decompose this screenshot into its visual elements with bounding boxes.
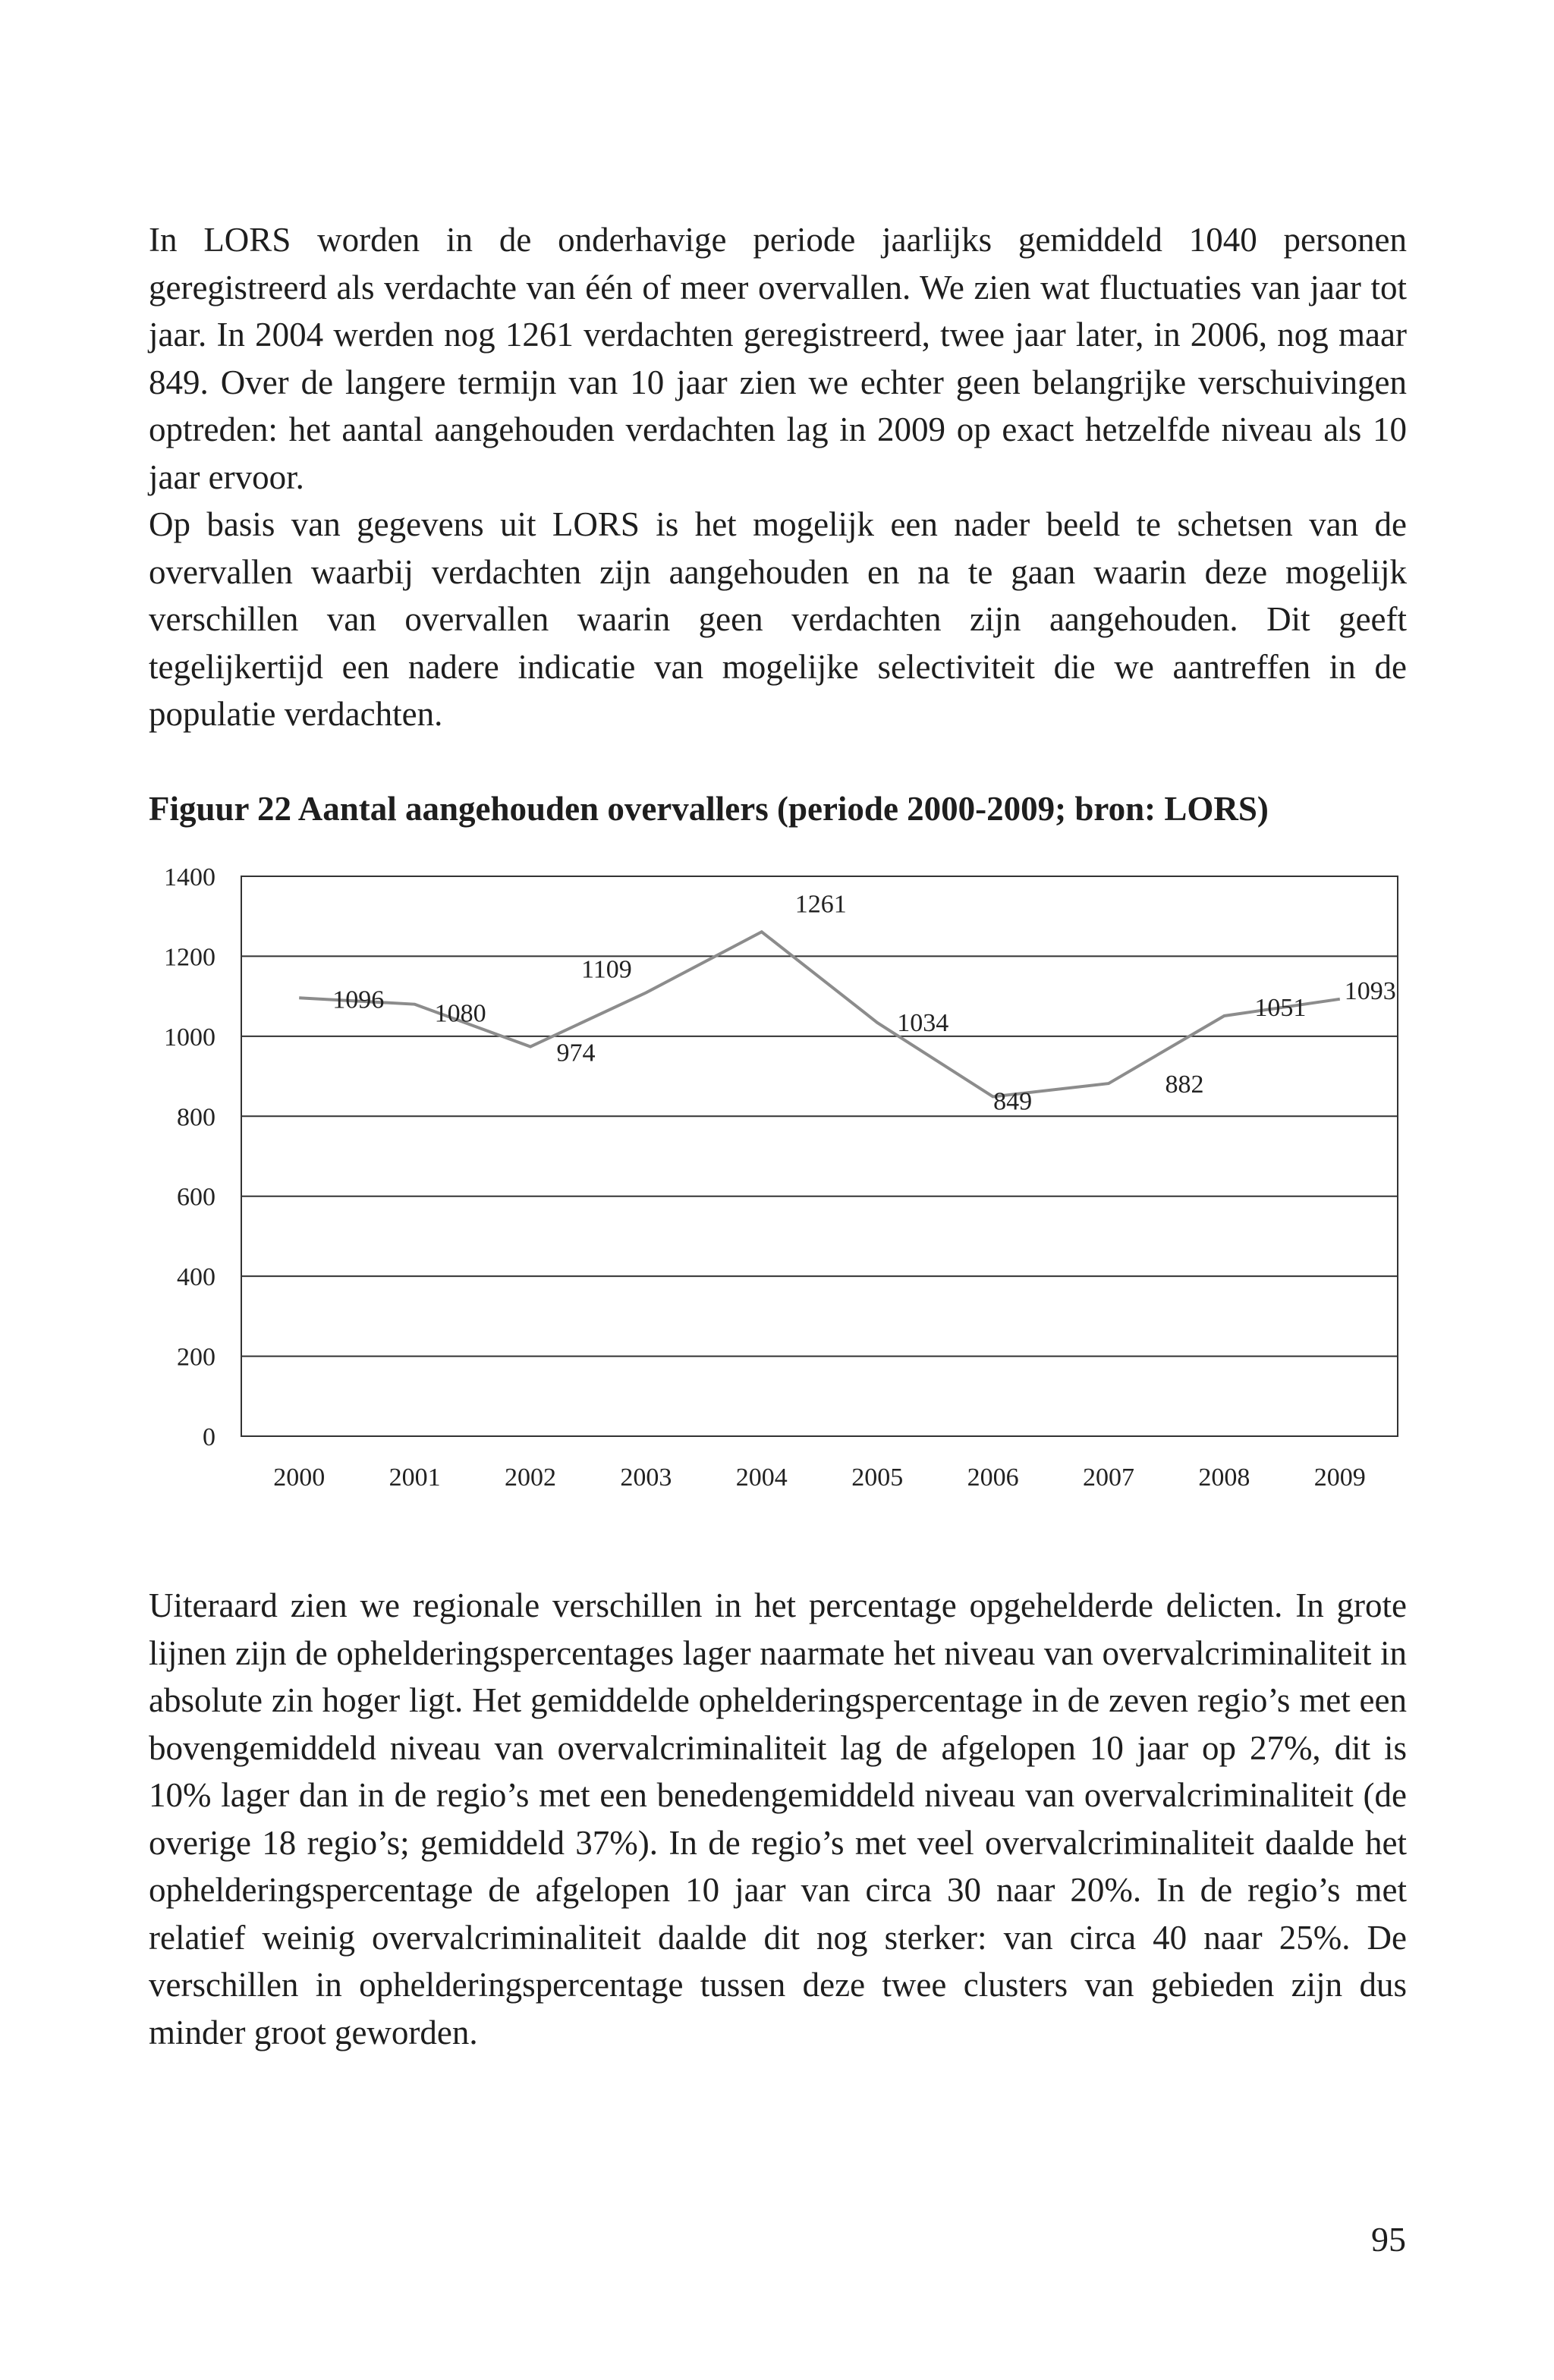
x-tick-label: 2001 [388, 1464, 441, 1492]
x-tick-label: 2003 [620, 1464, 672, 1492]
plot-frame [241, 876, 1398, 1436]
data-label: 974 [556, 1039, 596, 1067]
x-tick-label: 2005 [851, 1464, 904, 1492]
y-tick-label: 1200 [164, 943, 215, 972]
y-tick-label: 800 [177, 1103, 215, 1132]
y-tick-label: 200 [177, 1343, 215, 1372]
y-tick-label: 1400 [164, 863, 215, 891]
data-label: 1051 [1254, 993, 1307, 1022]
data-label: 1096 [332, 986, 385, 1014]
x-tick-label: 2009 [1313, 1464, 1366, 1492]
y-tick-label: 400 [177, 1263, 215, 1292]
x-tick-label: 2006 [967, 1464, 1019, 1492]
x-tick-label: 2007 [1083, 1464, 1134, 1492]
data-label: 1034 [897, 1008, 949, 1037]
data-label: 1109 [581, 955, 632, 984]
y-tick-label: 600 [177, 1183, 215, 1212]
data-label: 849 [993, 1087, 1033, 1116]
y-tick-label: 1000 [164, 1023, 215, 1052]
data-label: 1093 [1344, 976, 1396, 1005]
body-paragraph-3: Uiteraard zien we regionale verschillen in het percentage opgehelderde delicten. In grote lijnen zijn de ophelderingspercentages lager naarmate het niveau van overvalcriminaliteit in absolute zin hoger ligt. Het gemiddelde ophelderingspercentage in de zeven regio’s met een bovengemiddeld niveau van overvalcriminaliteit lag de afgelopen 10 jaar op 27%, dit is 10% lager dan in de regio’s met een benedengemiddeld niveau van overvalcriminaliteit (de overige 18 regio’s; gemiddeld 37%). In de regio’s met veel overvalcriminaliteit daalde het ophelderingspercentage de afgelopen 10 jaar van circa 30 naar 20%. In de regio’s met relatief weinig overvalcriminaliteit daalde dit nog sterker: van circa 40 naar 25%. De verschillen in ophelderingspercentage tussen deze twee clusters van gebieden zijn dus minder groot geworden. [149, 1586, 1407, 2051]
y-tick-label: 0 [203, 1423, 215, 1451]
data-label: 1261 [794, 890, 847, 919]
data-label: 882 [1165, 1071, 1204, 1099]
data-label: 1080 [434, 999, 486, 1028]
figure-caption: Figuur 22 Aantal aangehouden overvallers (periode 2000-2009; bron: LORS) [149, 790, 1269, 828]
x-tick-label: 2004 [735, 1464, 788, 1492]
x-tick-label: 2008 [1198, 1464, 1250, 1492]
body-paragraph-1: In LORS worden in de onderhavige periode jaarlijks gemiddeld 1040 personen geregistreerd als verdachte van één of meer overvallen. We zien wat fluctuaties van jaar tot jaar. In 2004 werden nog 1261 verdachten geregistreerd, twee jaar later, in 2006, nog maar 849. Over de langere termijn van 10 jaar zien we echter geen belangrijke verschuivingen optreden: het aantal aangehouden verdachten lag in 2009 op exact hetzelfde niveau als 10 jaar ervoor. [149, 221, 1407, 496]
page-number: 95 [1371, 2220, 1406, 2259]
body-paragraph-2: Op basis van gegevens uit LORS is het mogelijk een nader beeld te schetsen van de overvallen waarbij verdachten zijn aangehouden en na te gaan waarin deze mogelijk verschillen van overvallen waarin geen verdachten zijn aangehouden. Dit geeft tegelijkertijd een nadere indicatie van mogelijke selectiviteit die we aantreffen in de populatie verdachten. [149, 505, 1407, 733]
x-tick-label: 2002 [505, 1464, 556, 1492]
x-tick-label: 2000 [273, 1464, 326, 1492]
